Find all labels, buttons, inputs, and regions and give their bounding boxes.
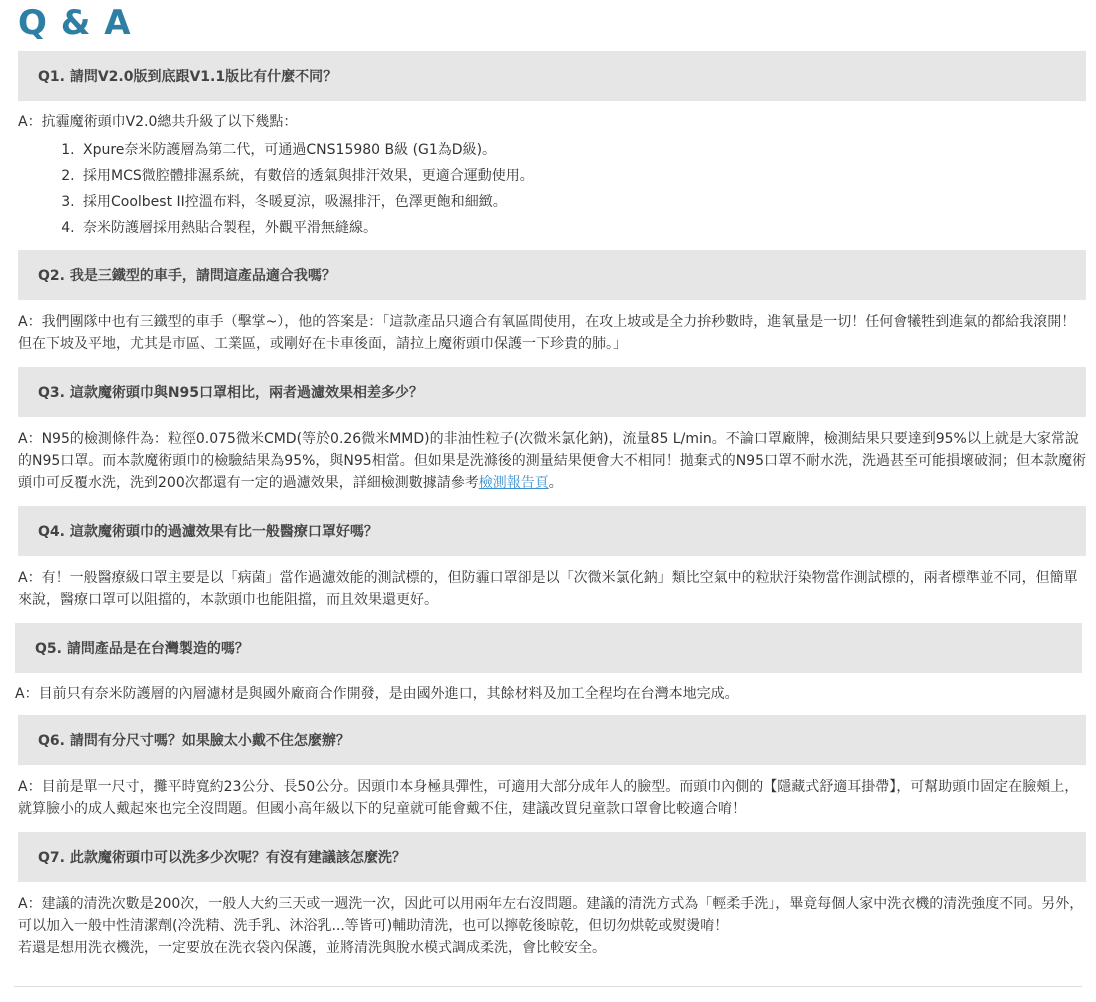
faq-answer-q7-line2: 若還是想用洗衣機洗，一定要放在洗衣袋內保護，並將清洗與脫水模式調成柔洗，會比較安全。 <box>18 940 606 956</box>
faq-question-q5: Q5. 請問產品是在台灣製造的嗎？ <box>15 623 1082 673</box>
faq-item-q4 <box>0 506 1096 623</box>
faq-answer-q5-text: A：目前只有奈米防護層的內層濾材是與國外廠商合作開發，是由國外進口，其餘材料及加工全程均在台灣本地完成。 <box>15 686 739 702</box>
faq-question-q3: Q3. 這款魔術頭巾與N95口罩相比，兩者過濾效果相差多少？ <box>18 367 1086 417</box>
faq-answer-q3-text: A：N95的檢測條件為：粒徑0.075微米CMD(等於0.26微米MMD)的非油性粒子(次微米氯化鈉)，流量85 L/min。不論口罩廠牌，檢測結果只要達到95%以上就是大家常說的N95口罩。而本款魔術頭巾的檢驗結果為95%，與N95相當。但如果是洗滌後的測量結果便會大不相同！拋棄式的N95口罩不耐水洗，洗過甚至可能損壞破洞；但本款魔術頭巾可反覆水洗，洗到200次都還有一定的過濾效果，詳細檢測數據請參考 <box>18 431 1086 491</box>
test-report-link[interactable]: 檢測報告頁 <box>478 475 549 491</box>
bottom-divider <box>14 986 1082 987</box>
faq-list <box>0 51 1096 971</box>
faq-question-q6: Q6. 請問有分尺寸嗎？如果臉太小戴不住怎麼辦？ <box>18 715 1086 765</box>
faq-item-q6 <box>0 715 1096 832</box>
list-item: 2. 採用MCS微腔體排濕系統，有數倍的透氣與排汗效果，更適合運動使用。 <box>79 163 1086 189</box>
faq-answer-q1-intro: A：抗霾魔術頭巾V2.0總共升級了以下幾點： <box>18 114 298 130</box>
faq-item-q5 <box>0 623 1096 715</box>
faq-answer-q3-paragraph <box>18 428 1086 494</box>
faq-question-q4: Q4. 這款魔術頭巾的過濾效果有比一般醫療口罩好嗎？ <box>18 506 1086 556</box>
list-item: 3. 採用Coolbest II控溫布料，冬暖夏涼，吸濕排汗，色澤更飽和細緻。 <box>79 189 1086 215</box>
page-title: Q & A <box>18 3 132 43</box>
faq-item-q1 <box>0 51 1096 250</box>
faq-item-q3 <box>0 367 1096 506</box>
faq-answer-q5 <box>0 673 1096 715</box>
faq-answer-q7-text: A：建議的清洗次數是200次，一般人大約三天或一週洗一次，因此可以用兩年左右沒問題。建議的清洗方式為「輕柔手洗」，畢竟每個人家中洗衣機的清洗強度不同。另外，可以加入一般中性清潔劑(冷洗精、洗手乳、沐浴乳...等皆可)輔助清洗，也可以擰乾後晾乾，但切勿烘乾或熨燙唷！ <box>18 896 1084 934</box>
faq-answer-q1-list <box>18 137 1086 241</box>
faq-answer-q3 <box>0 417 1096 506</box>
faq-answer-q6 <box>0 765 1096 832</box>
faq-item-q7 <box>0 832 1096 971</box>
faq-question-q7: Q7. 此款魔術頭巾可以洗多少次呢？有沒有建議該怎麼洗？ <box>18 832 1086 882</box>
faq-answer-q7 <box>0 882 1096 971</box>
faq-answer-q1 <box>0 101 1096 250</box>
faq-answer-q4 <box>0 556 1096 623</box>
faq-question-q2: Q2. 我是三鐵型的車手，請問這產品適合我嗎？ <box>18 250 1086 300</box>
faq-item-q2 <box>0 250 1096 367</box>
faq-answer-q2-text: A：我們團隊中也有三鐵型的車手（擊掌~），他的答案是：「這款產品只適合有氧區間使用，在攻上坡或是全力拚秒數時，進氧量是一切！任何會犧牲到進氣的都給我滾開！但在下坡及平地，尤其是市區、工業區，或剛好在卡車後面，請拉上魔術頭巾保護一下珍貴的肺。」 <box>18 314 1076 352</box>
faq-answer-q2 <box>0 300 1096 367</box>
list-item: 1. Xpure奈米防護層為第二代，可通過CNS15980 B級 (G1為D級)。 <box>79 137 1086 163</box>
faq-answer-q4-text: A：有！一般醫療級口罩主要是以「病菌」當作過濾效能的測試標的，但防霾口罩卻是以「次微米氯化鈉」類比空氣中的粒狀汙染物當作測試標的，兩者標準並不同，但簡單來說，醫療口罩可以阻擋的，本款頭巾也能阻擋，而且效果還更好。 <box>18 570 1078 608</box>
faq-answer-q3-end: 。 <box>548 475 563 491</box>
faq-answer-q6-text: A：目前是單一尺寸，攤平時寬約23公分、長50公分。因頭巾本身極具彈性，可適用大部分成年人的臉型。而頭巾內側的【隱藏式舒適耳掛帶】，可幫助頭巾固定在臉頰上，就算臉小的成人戴起來也完全沒問題。但國小高年級以下的兒童就可能會戴不住，建議改買兒童款口罩會比較適合唷！ <box>18 779 1079 817</box>
list-item: 4. 奈米防護層採用熱貼合製程，外觀平滑無縫線。 <box>79 215 1086 241</box>
faq-question-q1: Q1. 請問V2.0版到底跟V1.1版比有什麼不同？ <box>18 51 1086 101</box>
